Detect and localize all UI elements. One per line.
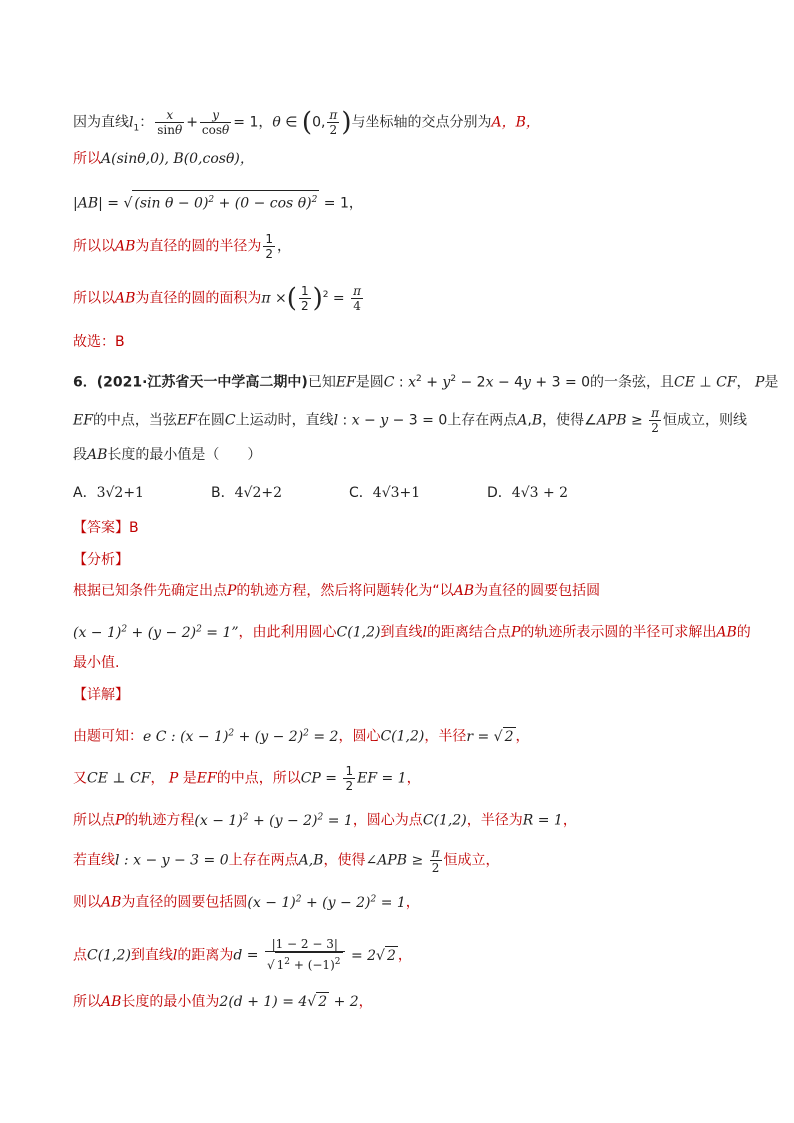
- question-tag: 6．(2021·江苏省天一中学高二期中): [73, 374, 308, 391]
- option-a: A．3√2+1: [73, 485, 144, 501]
- option-d: D．4√3 + 2: [487, 485, 569, 501]
- detail-line-7: 所以AB长度的最小值为2(d + 1) = 4√ 2 + 2，: [73, 994, 373, 1010]
- answer-choice: 故选：B: [73, 334, 125, 350]
- detail-line-6: 点C(1,2)到直线l的距离为d = $\frac{|1 - 2 - 3|}{√ 1^2 + (-1)^2}$ = 2√ 2 ，: [73, 937, 412, 972]
- text: 与坐标轴的交点分别为: [351, 114, 492, 131]
- expression: |AB| =: [73, 195, 124, 212]
- solution-line-6: [73, 331, 754, 353]
- text: 因为直线: [73, 114, 129, 131]
- solution-line-1: 因为直线$l_1$： $\frac{x}{\sin\theta}$ + $\frac{y}{\cos\theta}$ = 1，θ ∈ (0, $\frac{\pi}{2}$ )与坐标轴的交点分别为A，B，: [73, 107, 540, 138]
- analysis-label: 【分析】: [73, 552, 129, 568]
- analysis-line-2: $(x - 1)^2 + (y - 2)^2 = 1$”，由此利用圆心C(1,2)到直线l的距离结合点P的轨迹所表示圆的半径可求解出AB的: [73, 624, 751, 641]
- option-c: C．4√3+1: [349, 485, 421, 501]
- fraction: $\frac{y}{\cos\theta}$: [201, 108, 230, 137]
- text: 所以: [73, 151, 101, 167]
- detail-line-5: 则以AB为直径的圆要包括圆$(x - 1)^2 + (y - 2)^2 = 1$，: [73, 894, 420, 911]
- detail-line-2: 又CE ⊥ CF， P 是EF的中点，所以CP = $\frac{1}{2}$ EF = 1，: [73, 764, 421, 793]
- points-ab: A，B，: [491, 114, 540, 131]
- detail-line-4: 若直线l : x − y − 3 = 0上存在两点A,B，使得∠APB ≥ $\frac{\pi}{2}$ 恒成立，: [73, 846, 500, 875]
- solution-line-5: 所以以AB为直径的圆的面积为π ×( $\frac{1}{2}$ )$^2$ = $\frac{\pi}{4}$: [73, 283, 362, 314]
- expression: A(sinθ,0), B(0,cosθ)，: [101, 151, 254, 167]
- fraction: $\frac{x}{\sin\theta}$: [157, 108, 183, 137]
- option-b: B．4√2+2: [211, 485, 282, 501]
- question-6-line-1: 6．(2021·江苏省天一中学高二期中)已知EF是圆C : $x^2 + y^2 - 2x - 4y + 3 = 0$的一条弦，且CE ⊥ CF， P是: [73, 374, 779, 391]
- solution-line-3: |AB| = √ (sin $\theta - 0)^2 + (0 - \cos \theta)^2 = 1$，: [73, 190, 754, 215]
- text: = 1，: [319, 195, 363, 212]
- answer-label: 【答案】B: [73, 520, 139, 536]
- question-6-line-3: 段AB长度的最小值是（ ）: [73, 447, 262, 463]
- detail-label: 【详解】: [73, 687, 129, 703]
- solution-line-2: [73, 148, 754, 170]
- analysis-line-3: 最小值.: [73, 655, 120, 671]
- analysis-line-1: 根据已知条件先确定出点P的轨迹方程，然后将问题转化为“以AB为直径的圆要包括圆: [73, 583, 601, 599]
- solution-line-4: 所以以AB为直径的圆的半径为 $\frac{1}{2}$ ，: [73, 232, 292, 261]
- detail-line-1: 由题可知：e C : $(x - 1)^2 + (y - 2)^2 = 2$，圆心C(1,2)，半径r = √ 2 ，: [73, 728, 530, 745]
- question-6-line-2: EF的中点，当弦EF在圆C上运动时，直线l : x − y − 3 = 0上存在两点A,B，使得∠APB ≥ $\frac{\pi}{2}$ 恒成立，则线: [73, 406, 748, 435]
- detail-line-3: 所以点P的轨迹方程$(x - 1)^2 + (y - 2)^2 = 1$，圆心为点C(1,2)，半径为R = 1，: [73, 812, 577, 829]
